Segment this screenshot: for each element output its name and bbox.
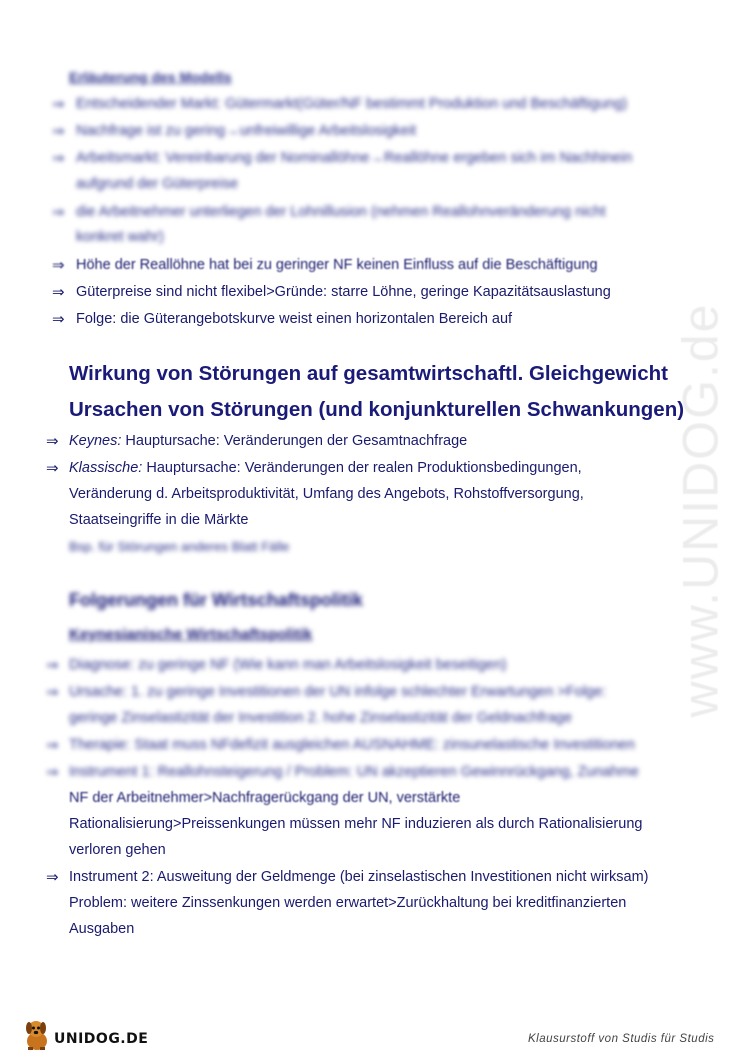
bullet-text: Instrument 2: Ausweitung der Geldmenge (bei zinselastischen Investitionen nicht wirksam)	[69, 869, 649, 885]
heading-folgerungen: Folgerungen für Wirtschaftspolitik	[69, 590, 363, 610]
watermark: www.UNIDOG.de	[672, 302, 728, 718]
heading-ursachen: Ursachen von Störungen (und konjunkturellen Schwankungen)	[69, 398, 685, 421]
bullet-text-cont: Rationalisierung>Preissenkungen müssen mehr NF induzieren als durch Rationalisierung	[69, 816, 643, 832]
bullet-text-cont: konkret wahr)	[76, 229, 164, 245]
note-text: Bsp. für Störungen anderes Blatt Fälle	[69, 539, 290, 554]
bullet-text: die Arbeitnehmer unterliegen der Lohnillusion (nehmen Reallohnveränderung nicht	[76, 204, 606, 220]
bullet-keynes	[69, 433, 467, 449]
heading-wirkung: Wirkung von Störungen auf gesamtwirtschaftl. Gleichgewicht	[69, 362, 668, 385]
bullet-text-cont: Veränderung d. Arbeitsproduktivität, Umfang des Angebots, Rohstoffversorgung,	[69, 486, 584, 502]
bullet-text-cont: Problem: weitere Zinssenkungen werden erwartet>Zurückhaltung bei kreditfinanzierten	[69, 895, 627, 911]
bullet-text: Therapie: Staat muss NFdefizit ausgleichen AUSNAHME: zinsunelastische Investitionen	[69, 737, 635, 753]
bullet-text: Höhe der Reallöhne hat bei zu geringer NF keinen Einfluss auf die Beschäftigung	[76, 257, 598, 273]
footer-tagline: Klausurstoff von Studis für Studis	[528, 1033, 715, 1045]
arrow-icon: ⇒	[52, 123, 65, 140]
arrow-icon: ⇒	[46, 764, 59, 781]
bullet-text: Nachfrage ist zu gering→unfreiwillige Arbeitslosigkeit	[76, 123, 417, 139]
arrow-icon: ⇒	[52, 257, 65, 274]
keynes-text: Hauptursache: Veränderungen der Gesamtnachfrage	[121, 433, 468, 449]
arrow-icon: ⇒	[52, 150, 65, 167]
bullet-text: Güterpreise sind nicht flexibel>Gründe: starre Löhne, geringe Kapazitätsauslastung	[76, 284, 611, 300]
bullet-text-cont: aufgrund der Güterpreise	[76, 176, 239, 192]
unidog-logo[interactable]	[22, 1015, 148, 1051]
arrow-icon: ⇒	[46, 460, 59, 477]
bullet-text: Instrument 1: Reallohnsteigerung / Problem: UN akzeptieren Gewinnrückgang, Zunahme	[69, 764, 639, 780]
bullet-text: Diagnose: zu geringe NF (Wie kann man Arbeitslosigkeit beseitigen)	[69, 657, 507, 673]
bullet-text-cont: Ausgaben	[69, 921, 135, 937]
arrow-icon: ⇒	[52, 311, 65, 328]
bullet-text: Folge: die Güterangebotskurve weist einen horizontalen Bereich auf	[76, 311, 513, 327]
arrow-icon: ⇒	[46, 657, 59, 674]
arrow-icon: ⇒	[52, 284, 65, 301]
arrow-icon: ⇒	[46, 737, 59, 754]
logo-text: UNIDOG.DE	[54, 1031, 149, 1047]
arrow-icon: ⇒	[46, 869, 59, 886]
bullet-text: Ursache: 1. zu geringe Investitionen der UN infolge schlechter Erwartungen >Folge:	[69, 684, 607, 700]
klassisch-label: Klassische:	[69, 460, 143, 476]
arrow-icon: ⇒	[46, 684, 59, 701]
bullet-text-cont: Staatseingriffe in die Märkte	[69, 512, 249, 528]
bullet-klassisch	[69, 460, 582, 476]
dog-icon	[22, 1017, 52, 1051]
bullet-text: Arbeitsmarkt: Vereinbarung der Nominallöhne→Reallöhne ergeben sich im Nachhinein	[76, 150, 633, 166]
bullet-text-cont: NF der Arbeitnehmer>Nachfragerückgang der UN, verstärkte	[69, 790, 461, 806]
klassisch-text: Hauptursache: Veränderungen der realen Produktionsbedingungen,	[142, 460, 582, 476]
arrow-icon: ⇒	[52, 204, 65, 221]
keynes-label: Keynes:	[69, 433, 122, 449]
arrow-icon: ⇒	[46, 433, 59, 450]
arrow-icon: ⇒	[52, 96, 65, 113]
bullet-text-cont: verloren gehen	[69, 842, 166, 858]
subheading-keynesianisch: Keynesianische Wirtschaftspolitik	[69, 626, 313, 643]
bullet-text: Entscheidender Markt: Gütermarkt(Güter/NF bestimmt Produktion und Beschäftigung)	[76, 96, 628, 112]
section-title-erlaeuterung: Erläuterung des Modells	[69, 69, 232, 85]
bullet-text-cont: geringe Zinselastizität der Investition 2. hohe Zinselastizität der Geldnachfrage	[69, 710, 572, 726]
